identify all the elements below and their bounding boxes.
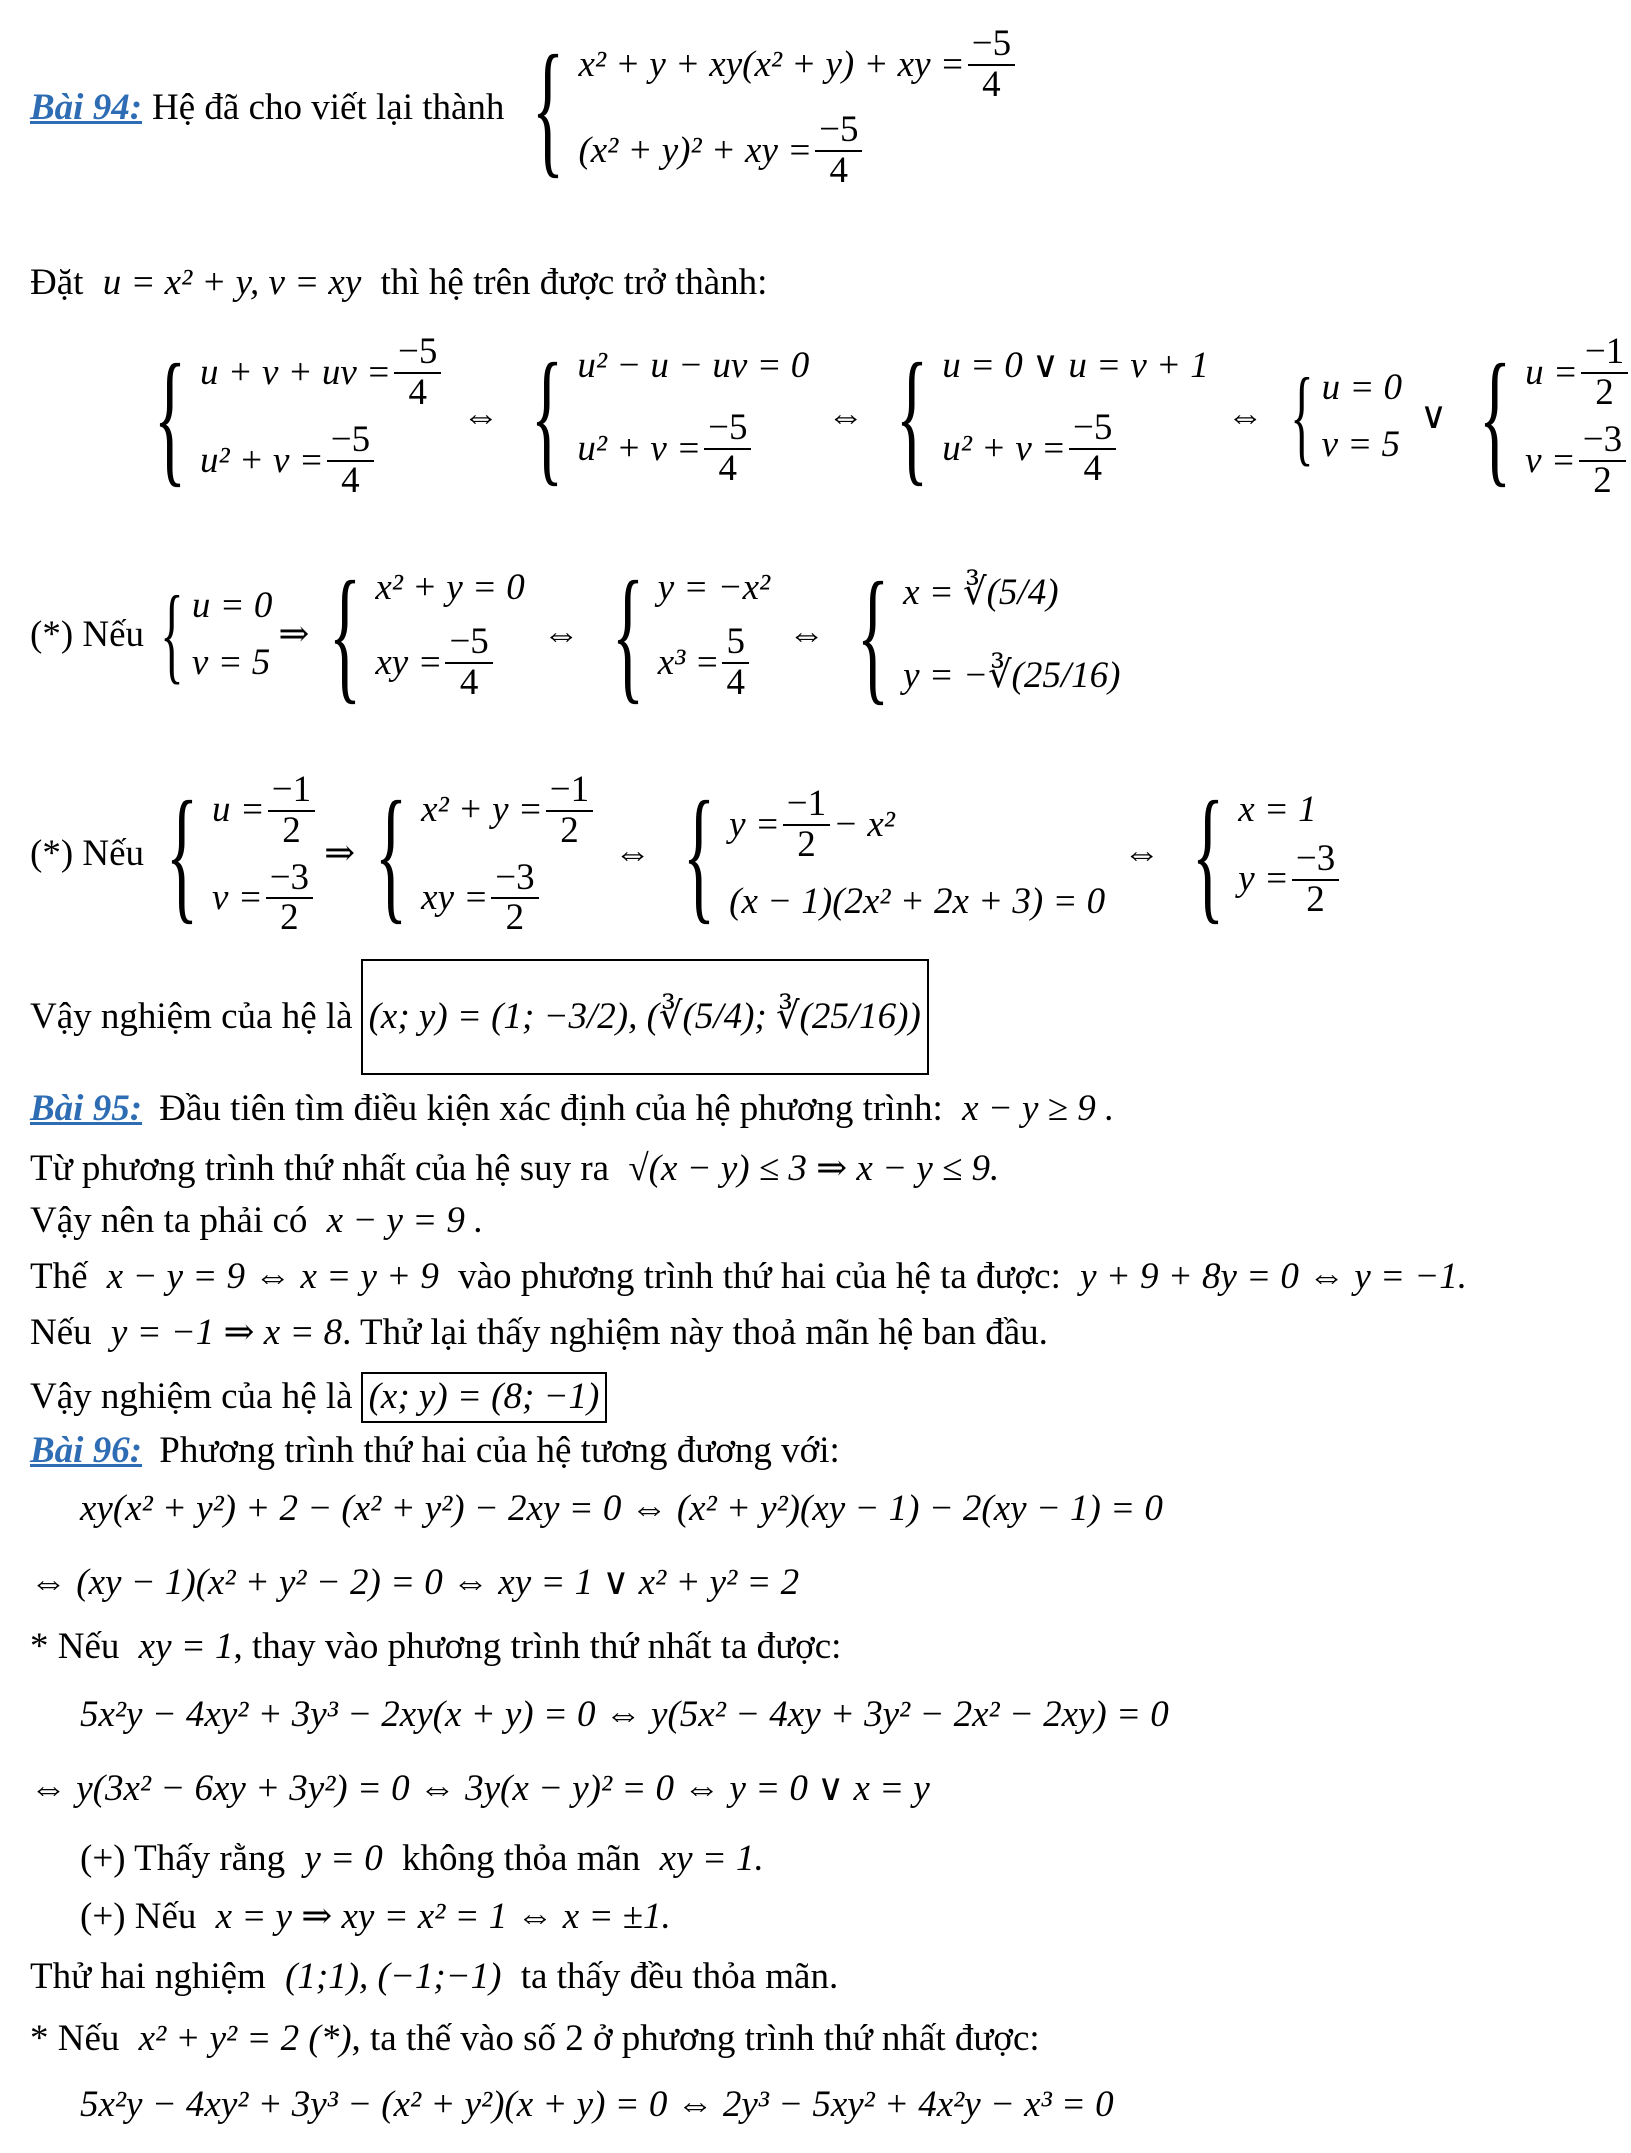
frac-den: 4 [982,64,1001,106]
frac-num: −1 [1581,333,1628,374]
math: x − y = 9 . [326,1200,484,1241]
row: x² + y = [421,789,543,831]
frac-den: 4 [459,662,479,704]
math: xy(x² + y²) + 2 − (x² + y²) − 2xy = 0 ⇔ (x² + y²)(xy − 1) − 2(xy − 1) = 0 [80,1488,1163,1529]
math: x² + y² = 2 (*) [138,2018,352,2059]
row: y = [729,803,780,845]
frac-num: −5 [968,25,1015,66]
text: ta thấy đều thỏa mãn. [520,1956,839,1997]
bai94-header [30,23,1018,191]
equiv-icon: ⇔ [1226,395,1264,437]
row: x² + y = 0 [375,566,525,608]
bai96-l10 [30,2018,1040,2061]
bai94-substitution [140,312,1631,522]
row: u = [212,789,265,831]
text: , ta thế vào số 2 ở phương trình thứ nhất được: [351,2018,1040,2059]
text: , thay vào phương trình thứ nhất ta được: [233,1626,842,1667]
set-text-b: thì hệ trên được trở thành: [380,262,768,303]
text: Phương trình thứ hai của hệ tương đương với: [159,1430,840,1471]
system-4: { u = 0 v = 5 [1289,357,1403,477]
text: (+) Nếu [80,1896,197,1937]
bai95-l4 [30,1256,1467,1299]
system: { u = $\frac{-1}{2}$ v = $\frac{-3}{2}$ [152,771,318,938]
bai94-case-2 [30,752,1342,957]
frac-den: 2 [560,809,579,851]
sys-row-2: (x² + y)² + xy = [578,129,813,171]
system-1: { u + v + uv = $\frac{-5}{4}$ u² + v = $\frac{-5}{4}$ [140,333,444,500]
frac-den: 4 [341,459,360,501]
bai96-l3 [30,1562,799,1605]
frac-num: −5 [445,623,492,664]
equiv-icon: ⇔ [614,833,652,875]
conclusion-text: Vậy nghiệm của hệ là [30,1376,353,1417]
row: v = 5 [1321,424,1400,465]
answer-box [361,1372,608,1423]
frac-den: 4 [408,372,427,414]
frac-den: 2 [282,809,301,851]
case-label: (*) Nếu [30,833,145,875]
equiv-icon: ⇔ [1123,833,1161,875]
row: u² + v = [942,427,1066,469]
frac-den: 4 [718,448,738,490]
equiv-icon: ⇔ [542,613,580,655]
system: { y = −x² x³ = $\frac{5}{4}$ [611,551,771,718]
row: u = 0 ∨ u = v + 1 [942,344,1209,386]
answer-box [361,959,929,1075]
text: . Thử lại thấy nghiệm này thoả mãn hệ ban đầu. [342,1312,1048,1353]
text: không thỏa mãn [402,1838,641,1879]
text: vào phương trình thứ hai của hệ ta được: [458,1256,1061,1297]
frac-num: −5 [327,421,374,462]
frac-num: 5 [722,623,749,664]
bai95-title: Bài 95: [30,1088,143,1129]
text: * Nếu [30,2018,120,2059]
frac-den: 4 [829,149,849,191]
text: * Nếu [30,1626,120,1667]
or-symbol: ∨ [1420,395,1448,437]
bai95-l1 [30,1088,1114,1131]
frac-num: −5 [394,333,441,374]
case-label: (*) Nếu [30,613,145,655]
math: √(x − y) ≤ 3 ⇒ x − y ≤ 9. [628,1148,1000,1189]
frac-num: −3 [1292,840,1339,881]
equiv-icon: ⇔ [788,613,826,655]
bai96-l7 [80,1838,764,1881]
frac-num: −5 [1069,409,1116,450]
bai96-l6 [30,1768,930,1811]
math: ⇔ (xy − 1)(x² + y² − 2) = 0 ⇔ xy = 1 ∨ x² + y² = 2 [30,1562,800,1603]
math: x − y ≥ 9 . [962,1088,1115,1129]
math: xy = 1. [659,1838,764,1879]
frac-num: −3 [266,859,313,900]
row: u = 0 [1321,367,1403,409]
bai96-l1 [30,1430,840,1473]
bai94-case-1 [30,525,1120,745]
bai95-l3 [30,1200,483,1243]
text: Thế [30,1256,88,1297]
math: (1;1), (−1;−1) [285,1956,502,1997]
bai95-l5 [30,1312,1048,1355]
math: y = −1 ⇒ x = 8 [110,1312,343,1353]
frac-den: 4 [1083,448,1102,490]
frac-num: −1 [268,771,315,812]
set-text: Đặt [30,262,84,303]
frac-num: −3 [1579,421,1626,462]
frac-num: −1 [546,771,593,812]
math: 5x²y − 4xy² + 3y³ − 2xy(x + y) = 0 ⇔ y(5x² − 4xy + 3y² − 2x² − 2xy) = 0 [80,1694,1169,1735]
frac-den: 2 [1593,459,1612,501]
system: { u = 0 v = 5 [160,575,273,695]
row: x³ = [657,641,720,683]
row: (x − 1)(2x² + 2x + 3) = 0 [729,881,1106,923]
bai96-l2 [80,1488,1163,1531]
bai96-l11 [80,2084,1114,2127]
math: xy = 1 [138,1626,234,1667]
math: x = y ⇒ xy = x² = 1 ⇔ x = ±1. [215,1896,671,1937]
frac-num: −1 [783,785,830,826]
row: − x² [833,803,895,845]
frac-den: 2 [280,897,299,939]
frac-den: 2 [1306,878,1325,920]
text: (+) Thấy rằng [80,1838,286,1879]
bai96-title: Bài 96: [30,1430,143,1471]
bai95-l6 [30,1372,607,1423]
bai94-conclusion [30,958,929,1076]
bai96-l8 [80,1896,671,1939]
row: u² + v = [577,427,702,469]
system: { x² + y = 0 xy = $\frac{-5}{4}$ [329,551,525,718]
frac-num: −3 [491,859,538,900]
system-5: { u = $\frac{-1}{2}$ v = $\frac{-3}{2}$ [1465,333,1631,500]
frac-den: 2 [797,824,816,866]
bai96-l4 [30,1626,841,1669]
frac-den: 4 [726,662,745,704]
row: x = ∛(5/4) [903,572,1059,614]
frac-den: 2 [505,897,525,939]
system: { x = 1 y = $\frac{-3}{2}$ [1178,787,1342,922]
row: v = [1525,439,1576,481]
math: ⇔ y(3x² − 6xy + 3y²) = 0 ⇔ 3y(x − y)² = 0 ⇔ y = 0 ∨ x = y [30,1768,930,1809]
text: Từ phương trình thứ nhất của hệ suy ra [30,1148,610,1189]
math: x − y = 9 ⇔ x = y + 9 [106,1256,439,1297]
answer: (x; y) = (1; −3/2), (∛(5/4); ∛(25/16)) [368,995,921,1037]
equiv-icon: ⇔ [462,395,500,437]
row: u = 0 [191,585,273,627]
brace: { [532,24,565,191]
frac-den: 2 [1595,372,1614,414]
math: y = 0 [304,1838,383,1879]
bai94-title: Bài 94: [30,86,143,128]
math: y + 9 + 8y = 0 ⇔ y = −1. [1080,1256,1467,1297]
implies-icon: ⇒ [324,833,356,875]
row: xy = [421,877,489,919]
system: { x² + y = $\frac{-1}{2}$ xy = $\frac{-3}{2}$ [361,771,596,938]
row: y = −x² [657,566,771,608]
bai96-l9 [30,1956,838,1999]
row: y = [1238,858,1289,900]
math: 5x²y − 4xy² + 3y³ − (x² + y²)(x + y) = 0 ⇔ 2y³ − 5xy² + 4x²y − x³ = 0 [80,2084,1114,2125]
bai94-set-line [30,262,767,305]
equiv-icon: ⇔ [827,395,865,437]
answer: (x; y) = (8; −1) [368,1376,600,1417]
text: Nếu [30,1312,92,1353]
frac-num: −5 [815,111,862,152]
system-3: { u = 0 ∨ u = v + 1 u² + v = $\frac{-5}{4}$ [896,333,1209,500]
text: Vậy nên ta phải có [30,1200,308,1241]
system: { x = ∛(5/4) y = −∛(25/16) [856,551,1121,718]
conclusion-text: Vậy nghiệm của hệ là [30,995,353,1037]
row: u = [1525,351,1578,393]
text: Đầu tiên tìm điều kiện xác định của hệ phương trình: [159,1088,943,1129]
bai96-l5 [80,1694,1169,1737]
set-math: u = x² + y, v = xy [102,262,362,303]
row: v = 5 [191,642,271,683]
implies-icon: ⇒ [278,613,310,655]
row: x = 1 [1238,789,1317,831]
bai94-system [518,25,1018,190]
text: Thử hai nghiệm [30,1956,266,1997]
row: xy = [375,641,443,683]
row: u + v + uv = [200,351,391,393]
row: u² − u − uv = 0 [577,344,810,386]
bai94-intro: Hệ đã cho viết lại thành [152,86,505,128]
row: y = −∛(25/16) [903,655,1121,696]
row: v = [212,877,263,919]
row: u² + v = [200,439,324,481]
bai95-l2 [30,1148,999,1191]
system-2: { u² − u − uv = 0 u² + v = $\frac{-5}{4}$ [531,333,810,500]
system: { y = $\frac{-1}{2}$ − x² (x − 1)(2x² + 2x + 3) = 0 [682,770,1106,937]
sys-row-1: x² + y + xy(x² + y) + xy = [578,43,965,85]
frac-num: −5 [704,409,751,450]
